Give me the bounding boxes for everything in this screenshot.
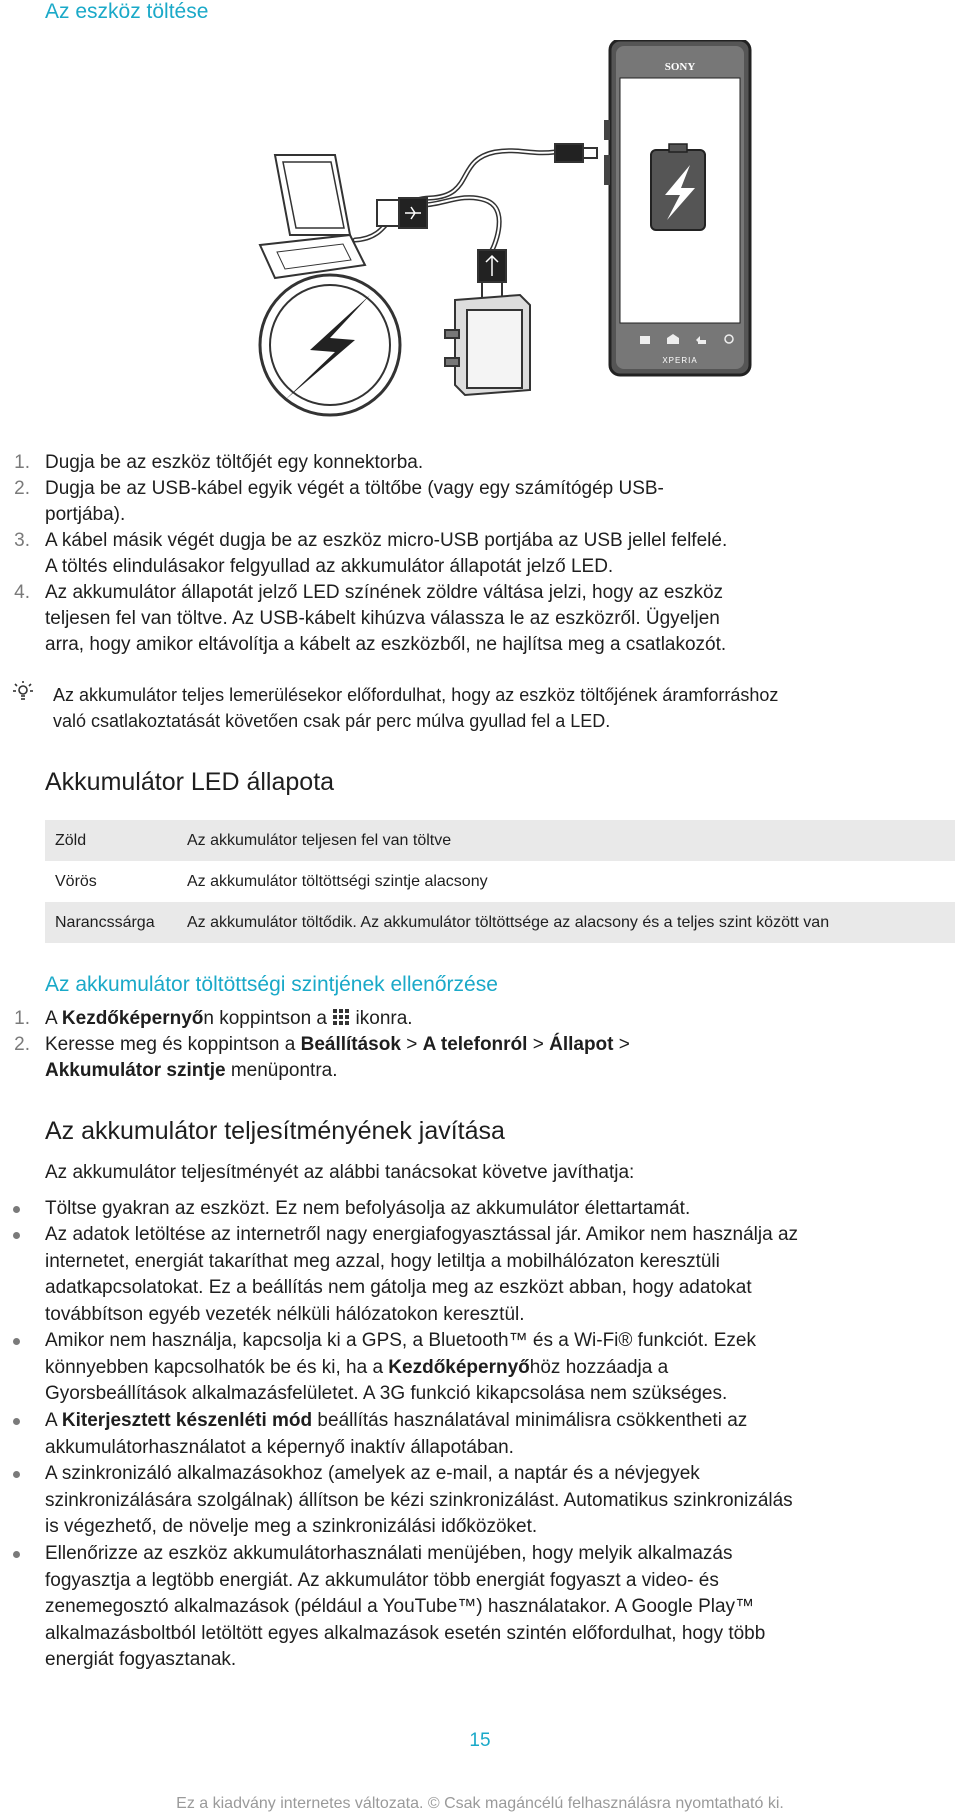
- text-span: menüpontra.: [225, 1060, 338, 1081]
- list-line: alkalmazásboltból letöltött egyes alkalmazások esetén szintén előfordulhat, hogy több: [45, 1622, 766, 1644]
- list-line: továbbítson egyéb vezeték nélküli hálózatokon keresztül.: [45, 1303, 525, 1325]
- power-socket-icon: [260, 275, 400, 415]
- bold-text: Kiterjesztett készenléti mód: [61, 1410, 313, 1431]
- usb-plug-icon: [377, 198, 427, 228]
- step-text: [45, 1006, 960, 1032]
- led-description: Az akkumulátor töltöttségi szintje alacsony: [187, 872, 488, 890]
- laptop-icon: [260, 155, 365, 278]
- perf-intro: Az akkumulátor teljesítményét az alábbi tanácsokat követve javíthatja:: [45, 1162, 635, 1183]
- step-line: portjába).: [45, 504, 126, 525]
- list-line: Ellenőrizze az eszköz akkumulátorhasználati menüjében, hogy melyik alkalmazás: [45, 1543, 733, 1564]
- page-footer: Ez a kiadvány internetes változata. © Csak magáncélú felhasználásra nyomtatható ki.: [176, 1795, 784, 1812]
- bullet-dot: [13, 1471, 20, 1478]
- list-item: [45, 1196, 960, 1223]
- step-line: Dugja be az USB-kábel egyik végét a töltőbe (vagy egy számítógép USB-: [45, 478, 664, 499]
- step-number: 1.: [14, 452, 30, 473]
- step-line: A töltés elindulásakor felgyullad az akkumulátor állapotát jelző LED.: [45, 556, 614, 577]
- text-span: könnyebben kapcsolhatók be és ki, ha a: [45, 1356, 389, 1378]
- step-text: [45, 1032, 960, 1084]
- tip-text: [53, 682, 953, 734]
- list-line: Amikor nem használja, kapcsolja ki a GPS, a Bluetooth™ és a Wi-Fi® funkciót. Ezek: [45, 1330, 756, 1351]
- list-line: internetet, energiát takaríthat meg azzal, hogy letiltja a mobilhálózaton keresztüli: [45, 1250, 720, 1272]
- step-number: 4.: [14, 582, 30, 603]
- list-line: Az adatok letöltése az internetről nagy energiafogyasztással jár. Amikor nem használja az: [45, 1224, 799, 1245]
- micro-usb-plug-icon: [555, 144, 597, 162]
- usb-plug-icon-2: [478, 250, 506, 300]
- app-grid-icon: [332, 1008, 350, 1026]
- bold-text: Kezdőképernyő: [61, 1008, 204, 1029]
- bold-text: Akkumulátor szintje: [45, 1060, 226, 1081]
- perf-section-title: Az akkumulátor teljesítményének javítása: [45, 1117, 505, 1145]
- bold-text: Kezdőképernyő: [388, 1356, 530, 1378]
- battery-charging-icon: [651, 144, 705, 230]
- list-line: akkumulátorhasználatot a képernyő inaktív állapotában.: [45, 1436, 514, 1458]
- bullet-dot: [13, 1232, 20, 1239]
- text-span: höz hozzáadja a: [529, 1356, 669, 1378]
- bold-text: A telefonról: [422, 1034, 528, 1055]
- section-title-charging: Az eszköz töltése: [45, 0, 209, 23]
- text-span: >: [613, 1034, 630, 1055]
- list-line: szinkronizálására szolgálnak) állítson be kézi szinkronizálást. Automatikus szinkronizálás: [45, 1489, 793, 1511]
- list-item: [45, 1328, 960, 1408]
- list-line: A szinkronizáló alkalmazásokhoz (amelyek az e-mail, a naptár és a névjegyek: [45, 1463, 700, 1484]
- lightbulb-icon: [12, 680, 34, 702]
- step-text: [45, 528, 960, 580]
- list-item: [45, 1222, 960, 1328]
- step-line: teljesen fel van töltve. Az USB-kábelt kihúzva válassza le az eszközről. Ügyeljen: [45, 608, 720, 629]
- step-line: arra, hogy amikor eltávolítja a kábelt az eszközből, ne hajlítsa meg a csatlakozót.: [45, 634, 727, 655]
- led-color: Vörös: [55, 872, 97, 890]
- phone-brand-xperia: XPERIA: [662, 356, 698, 365]
- led-color: Zöld: [55, 831, 87, 849]
- phone-brand-sony: SONY: [664, 61, 696, 73]
- text-span: A: [45, 1008, 62, 1029]
- check-section-title: Az akkumulátor töltöttségi szintjének ellenőrzése: [45, 973, 498, 996]
- bullet-dot: [13, 1418, 20, 1425]
- charging-illustration: [255, 40, 755, 435]
- step-line: Dugja be az eszköz töltőjét egy konnektorba.: [45, 452, 424, 473]
- text-span: ikonra.: [350, 1008, 413, 1029]
- list-line: adatkapcsolatokat. Ez a beállítás nem gátolja meg az eszközt abban, hogy adatokat: [45, 1277, 752, 1298]
- list-line: energiát fogyasztanak.: [45, 1649, 237, 1670]
- led-section-title: Akkumulátor LED állapota: [45, 768, 335, 796]
- page-number: 15: [469, 1730, 491, 1751]
- bullet-dot: [13, 1551, 20, 1558]
- list-line: fogyasztja a legtöbb energiát. Az akkumulátor több energiát fogyaszt a video- és: [45, 1569, 719, 1591]
- list-item: [45, 1408, 960, 1461]
- text-span: A: [45, 1410, 62, 1431]
- table-row: [45, 902, 955, 943]
- text-span: >: [527, 1034, 550, 1055]
- text-span: >: [400, 1034, 423, 1055]
- text-span: n koppintson a: [203, 1008, 333, 1029]
- step-line: A kábel másik végét dugja be az eszköz micro-USB portjába az USB jellel felfelé.: [45, 530, 728, 551]
- tip-line: Az akkumulátor teljes lemerülésekor előfordulhat, hogy az eszköz töltőjének áramforráshoz: [53, 685, 779, 705]
- phone-icon: [604, 40, 750, 375]
- text-span: beállítás használatával minimálisra csökkentheti az: [312, 1410, 748, 1431]
- bold-text: Állapot: [549, 1034, 614, 1055]
- wall-charger-icon: [445, 295, 530, 395]
- bullet-dot: [13, 1206, 20, 1213]
- step-text: [45, 450, 960, 476]
- step-text: [45, 580, 960, 658]
- list-line: [45, 1408, 960, 1435]
- step-text: [45, 476, 960, 528]
- led-description: Az akkumulátor töltődik. Az akkumulátor töltöttsége az alacsony és a teljes szint között van: [187, 913, 830, 931]
- text-span: Keresse meg és koppintson a: [45, 1034, 301, 1055]
- led-description: Az akkumulátor teljesen fel van töltve: [187, 831, 452, 849]
- table-row: [45, 820, 955, 861]
- table-row: [45, 861, 955, 902]
- step-line: [45, 1058, 960, 1084]
- step-number: 2.: [14, 1034, 30, 1055]
- led-status-table: [45, 820, 955, 943]
- bold-text: Beállítások: [300, 1034, 401, 1055]
- step-number: 3.: [14, 530, 30, 551]
- step-line: [45, 1032, 960, 1058]
- list-item: [45, 1461, 960, 1541]
- list-line: Töltse gyakran az eszközt. Ez nem befolyásolja az akkumulátor élettartamát.: [45, 1198, 691, 1219]
- list-line: is végezhető, de növelje meg a szinkronizálási időközöket.: [45, 1516, 538, 1537]
- step-number: 2.: [14, 478, 30, 499]
- led-color: Narancssárga: [55, 913, 155, 931]
- list-item: [45, 1541, 960, 1674]
- list-line: Gyorsbeállítások alkalmazásfelületet. A 3G funkció kikapcsolása nem szükséges.: [45, 1383, 728, 1404]
- step-line: Az akkumulátor állapotát jelző LED színének zöldre váltása jelzi, hogy az eszköz: [45, 582, 724, 603]
- bullet-dot: [13, 1338, 20, 1345]
- tip-line: való csatlakoztatását követően csak pár perc múlva gyullad fel a LED.: [53, 711, 611, 731]
- list-line: zenemegosztó alkalmazások (például a YouTube™) használatakor. A Google Play™: [45, 1596, 755, 1617]
- list-line: [45, 1355, 960, 1382]
- step-number: 1.: [14, 1008, 30, 1029]
